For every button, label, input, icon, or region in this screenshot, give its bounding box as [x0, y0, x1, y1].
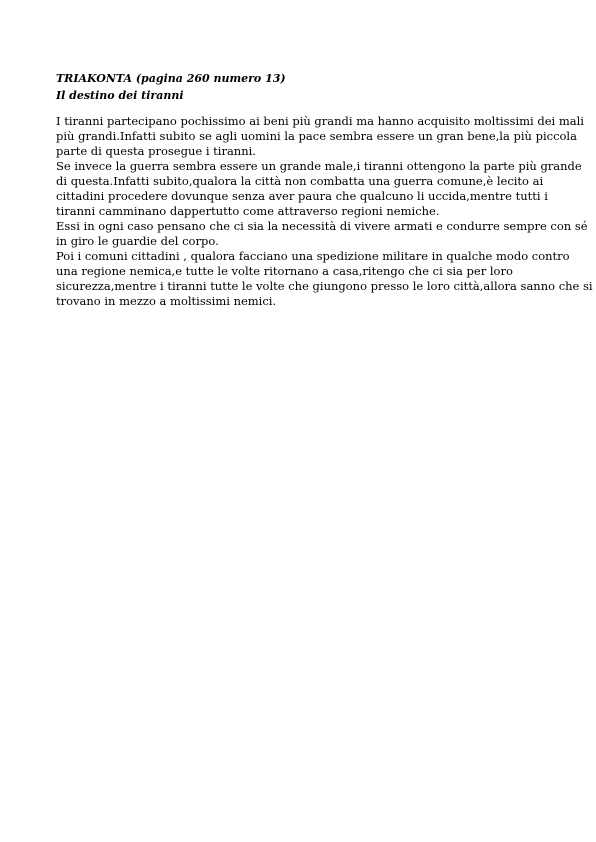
- text-line: di questa.Infatti subito,qualora la città non combatta una guerra comune,è lecito ai: [56, 174, 544, 188]
- text-line: I tiranni partecipano pochissimo ai beni più grandi ma hanno acquisito moltissimi dei mali: [56, 114, 584, 128]
- document-body: [56, 114, 593, 309]
- text-line: Essi in ogni caso pensano che ci sia la necessità di vivere armati e condurre sempre con sé: [56, 219, 588, 233]
- document-title: TRIAKONTA (pagina 260 numero 13): [56, 72, 286, 85]
- text-line: cittadini procedere dovunque senza aver paura che qualcuno li uccida,mentre tutti i: [56, 189, 548, 203]
- document-heading: [56, 70, 536, 104]
- text-line: parte di questa prosegue i tiranni.: [56, 144, 256, 158]
- text-line: Poi i comuni cittadini , qualora facciano una spedizione militare in qualche modo contro: [56, 249, 570, 263]
- text-line: tiranni camminano dappertutto come attraverso regioni nemiche.: [56, 204, 440, 218]
- text-line: più grandi.Infatti subito se agli uomini la pace sembra essere un gran bene,la più piccola: [56, 129, 577, 143]
- document-subtitle: Il destino dei tiranni: [56, 89, 184, 102]
- text-line: trovano in mezzo a moltissimi nemici.: [56, 294, 277, 308]
- text-line: in giro le guardie del corpo.: [56, 234, 219, 248]
- text-line: Se invece la guerra sembra essere un grande male,i tiranni ottengono la parte più grande: [56, 159, 582, 173]
- text-line: una regione nemica,e tutte le volte ritornano a casa,ritengo che ci sia per loro: [56, 264, 513, 278]
- text-line: sicurezza,mentre i tiranni tutte le volte che giungono presso le loro città,allora sanno che si: [56, 279, 593, 293]
